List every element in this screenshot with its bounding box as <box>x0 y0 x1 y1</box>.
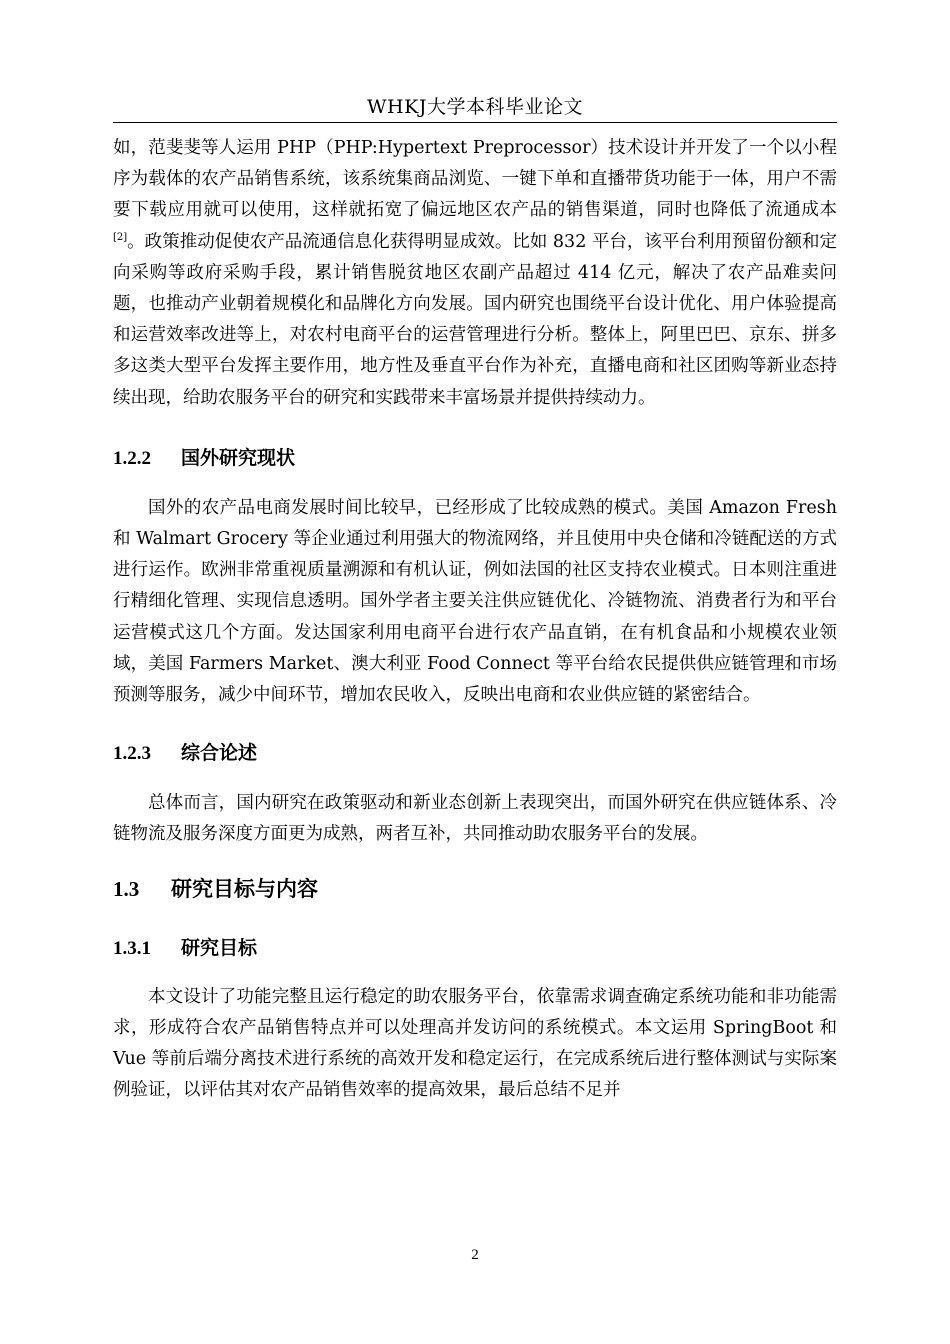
section-heading-1-2-3 <box>113 733 837 773</box>
paragraph-summary: 总体而言，国内研究在政策驱动和新业态创新上表现突出，而国外研究在供应链体系、冷链物流及服务深度方面更为成熟，两者互补，共同推动助农服务平台的发展。 <box>113 793 837 845</box>
section-title: 研究目标 <box>181 936 258 959</box>
section-number: 1.3.1 <box>113 937 151 959</box>
section-title: 综合论述 <box>181 742 258 765</box>
paragraph-research-goal: 本文设计了功能完整且运行稳定的助农服务平台，依靠需求调查确定系统功能和非功能需求，形成符合农产品销售特点并可以处理高并发访问的系统模式。本文运用 SpringBoot 和 Vue 等前后端分离技术进行系统的高效开发和稳定运行，在完成系统后进行整体测试与实际案例验证，以评估其对农产品销售效率的提高效果，最后总结不足并 <box>113 986 837 1101</box>
page-number: 2 <box>471 1247 479 1263</box>
document-body <box>113 133 837 1106</box>
section-heading-1-3-1 <box>113 928 837 968</box>
paragraph-domestic-research <box>113 133 837 414</box>
section-number: 1.3 <box>113 876 140 901</box>
section-heading-1-3 <box>113 868 837 910</box>
citation-ref: [2] <box>113 231 128 243</box>
paragraph-text: 如，范斐斐等人运用 PHP（PHP:Hypertext Preprocessor）技术设计并开发了一个以小程序为载体的农产品销售系统，该系统集商品浏览、一键下单和直播带货功能于一体，用户不需要下载应用就可以使用，这样就拓宽了偏远地区农产品的销售渠道，同时也降低了流通成本 <box>113 138 837 221</box>
section-heading-1-2-2 <box>113 438 837 478</box>
paragraph-foreign-research: 国外的农产品电商发展时间比较早，已经形成了比较成熟的模式。美国 Amazon Fresh 和 Walmart Grocery 等企业通过利用强大的物流网络，并且使用中央仓储和冷链配送的方式进行运作。欧洲非常重视质量溯源和有机认证，例如法国的社区支持农业模式。日本则注重进行精细化管理、实现信息透明。国外学者主要关注供应链优化、冷链物流、消费者行为和平台运营模式这几个方面。发达国家利用电商平台进行农产品直销，在有机食品和小规模农业领域，美国 Farmers Market、澳大利亚 Food Connect 等平台给农民提供供应链管理和市场预测等服务，减少中间环节，增加农民收入，反映出电商和农业供应链的紧密结合。 <box>113 497 837 706</box>
section-number: 1.2.3 <box>113 743 151 765</box>
section-title: 国外研究现状 <box>181 446 296 469</box>
section-number: 1.2.2 <box>113 447 151 469</box>
paragraph-text: 。政策推动促使农产品流通信息化获得明显成效。比如 832 平台，该平台利用预留份额和定向采购等政府采购手段，累计销售脱贫地区农副产品超过 414 亿元，解决了农产品难卖问题，也推动产业朝着规模化和品牌化方向发展。国内研究也围绕平台设计优化、用户体验提高和运营效率改进等上，对农村电商平台的运营管理进行分析。整体上，阿里巴巴、京东、拼多多这类大型平台发挥主要作用，地方性及垂直平台作为补充，直播电商和社区团购等新业态持续出现，给助农服务平台的研究和实践带来丰富场景并提供持续动力。 <box>113 231 837 408</box>
section-title: 研究目标与内容 <box>171 876 318 901</box>
page-header-title: WHKJ大学本科毕业论文 <box>367 96 583 118</box>
header-divider <box>113 122 837 123</box>
